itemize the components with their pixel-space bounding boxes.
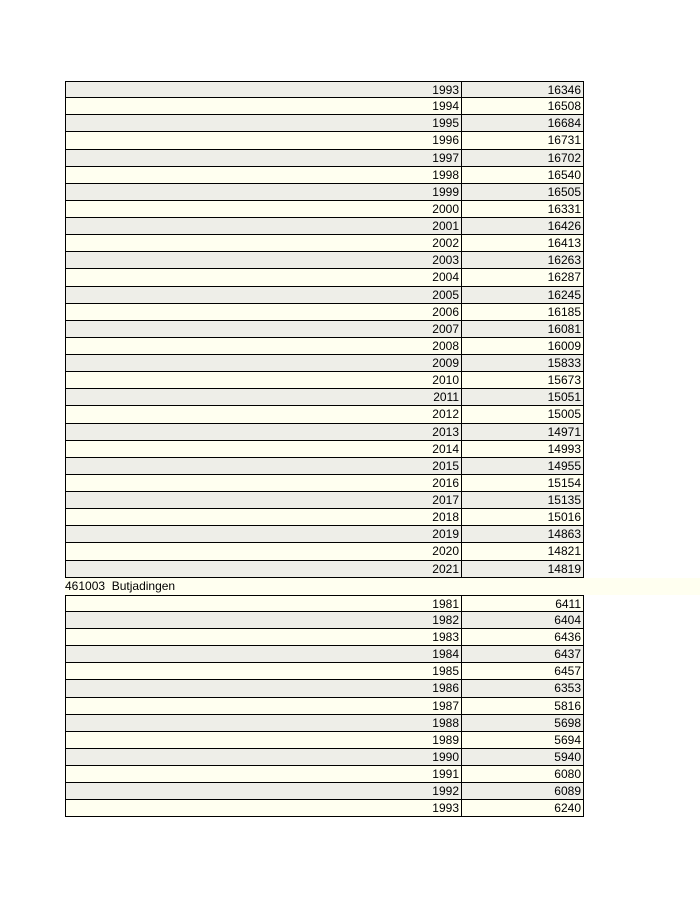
year-cell: 1998 (65, 167, 462, 184)
table-row (65, 543, 700, 560)
value-cell: 5940 (462, 749, 584, 766)
value-cell: 16684 (462, 115, 584, 132)
value-cell: 16540 (462, 167, 584, 184)
year-cell: 1981 (65, 595, 462, 612)
year-cell: 2004 (65, 269, 462, 286)
table-row (65, 252, 700, 269)
table-row (65, 526, 700, 543)
table-row (65, 81, 700, 98)
table-row (65, 509, 700, 526)
table-row (65, 389, 700, 406)
table-row (65, 167, 700, 184)
value-cell: 16331 (462, 201, 584, 218)
value-cell: 16505 (462, 184, 584, 201)
value-cell: 15005 (462, 406, 584, 423)
year-cell: 2016 (65, 475, 462, 492)
value-cell: 14971 (462, 424, 584, 441)
value-cell: 16081 (462, 321, 584, 338)
year-cell: 1989 (65, 732, 462, 749)
table-row (65, 150, 700, 167)
year-cell: 1995 (65, 115, 462, 132)
table-row (65, 201, 700, 218)
year-cell: 2006 (65, 304, 462, 321)
group-header: 461003 Butjadingen (65, 578, 700, 595)
table-row (65, 646, 700, 663)
year-cell: 2015 (65, 458, 462, 475)
table-row (65, 749, 700, 766)
value-cell: 15154 (462, 475, 584, 492)
value-cell: 15016 (462, 509, 584, 526)
spreadsheet (65, 81, 700, 817)
year-cell: 2017 (65, 492, 462, 509)
table-row (65, 235, 700, 252)
year-cell: 1994 (65, 98, 462, 115)
table-block-b (65, 595, 700, 818)
table-row (65, 355, 700, 372)
year-cell: 1983 (65, 629, 462, 646)
value-cell: 5816 (462, 698, 584, 715)
table-row (65, 269, 700, 286)
year-cell: 1984 (65, 646, 462, 663)
value-cell: 15051 (462, 389, 584, 406)
table-row (65, 800, 700, 817)
year-cell: 1992 (65, 783, 462, 800)
year-cell: 1993 (65, 800, 462, 817)
table-row (65, 561, 700, 578)
table-row (65, 132, 700, 149)
year-cell: 2007 (65, 321, 462, 338)
table-row (65, 783, 700, 800)
value-cell: 6437 (462, 646, 584, 663)
year-cell: 2019 (65, 526, 462, 543)
year-cell: 2010 (65, 372, 462, 389)
table-block-a (65, 81, 700, 578)
year-cell: 2020 (65, 543, 462, 560)
table-row (65, 612, 700, 629)
table-row (65, 663, 700, 680)
value-cell: 6089 (462, 783, 584, 800)
value-cell: 14955 (462, 458, 584, 475)
table-row (65, 629, 700, 646)
value-cell: 5698 (462, 715, 584, 732)
year-cell: 1997 (65, 150, 462, 167)
year-cell: 1988 (65, 715, 462, 732)
value-cell: 6080 (462, 766, 584, 783)
table-row (65, 492, 700, 509)
table-row (65, 441, 700, 458)
year-cell: 1985 (65, 663, 462, 680)
value-cell: 16413 (462, 235, 584, 252)
value-cell: 16263 (462, 252, 584, 269)
table-row (65, 406, 700, 423)
value-cell: 6457 (462, 663, 584, 680)
year-cell: 2011 (65, 389, 462, 406)
table-row (65, 458, 700, 475)
year-cell: 2009 (65, 355, 462, 372)
value-cell: 6411 (462, 595, 584, 612)
value-cell: 5694 (462, 732, 584, 749)
table-row (65, 475, 700, 492)
value-cell: 16245 (462, 287, 584, 304)
value-cell: 16426 (462, 218, 584, 235)
year-cell: 1996 (65, 132, 462, 149)
year-cell: 1990 (65, 749, 462, 766)
table-row (65, 98, 700, 115)
year-cell: 2014 (65, 441, 462, 458)
year-cell: 1993 (65, 81, 462, 98)
value-cell: 15135 (462, 492, 584, 509)
value-cell: 15673 (462, 372, 584, 389)
year-cell: 2003 (65, 252, 462, 269)
year-cell: 2021 (65, 561, 462, 578)
year-cell: 2001 (65, 218, 462, 235)
year-cell: 1986 (65, 680, 462, 697)
table-row (65, 595, 700, 612)
table-row (65, 715, 700, 732)
table-row (65, 287, 700, 304)
value-cell: 15833 (462, 355, 584, 372)
year-cell: 1982 (65, 612, 462, 629)
value-cell: 16287 (462, 269, 584, 286)
value-cell: 6436 (462, 629, 584, 646)
value-cell: 14819 (462, 561, 584, 578)
year-cell: 2018 (65, 509, 462, 526)
value-cell: 6240 (462, 800, 584, 817)
table-row (65, 304, 700, 321)
year-cell: 1987 (65, 698, 462, 715)
table-row (65, 184, 700, 201)
value-cell: 16702 (462, 150, 584, 167)
value-cell: 6353 (462, 680, 584, 697)
table-row (65, 766, 700, 783)
year-cell: 2002 (65, 235, 462, 252)
table-row (65, 372, 700, 389)
year-cell: 2012 (65, 406, 462, 423)
year-cell: 1991 (65, 766, 462, 783)
value-cell: 16508 (462, 98, 584, 115)
year-cell: 1999 (65, 184, 462, 201)
year-cell: 2008 (65, 338, 462, 355)
value-cell: 14993 (462, 441, 584, 458)
table-row (65, 218, 700, 235)
value-cell: 14863 (462, 526, 584, 543)
value-cell: 14821 (462, 543, 584, 560)
value-cell: 16009 (462, 338, 584, 355)
value-cell: 16731 (462, 132, 584, 149)
value-cell: 6404 (462, 612, 584, 629)
table-row (65, 698, 700, 715)
year-cell: 2000 (65, 201, 462, 218)
year-cell: 2005 (65, 287, 462, 304)
table-row (65, 321, 700, 338)
year-cell: 2013 (65, 424, 462, 441)
table-row (65, 115, 700, 132)
table-row (65, 680, 700, 697)
table-row (65, 424, 700, 441)
value-cell: 16185 (462, 304, 584, 321)
table-row (65, 338, 700, 355)
table-row (65, 732, 700, 749)
value-cell: 16346 (462, 81, 584, 98)
